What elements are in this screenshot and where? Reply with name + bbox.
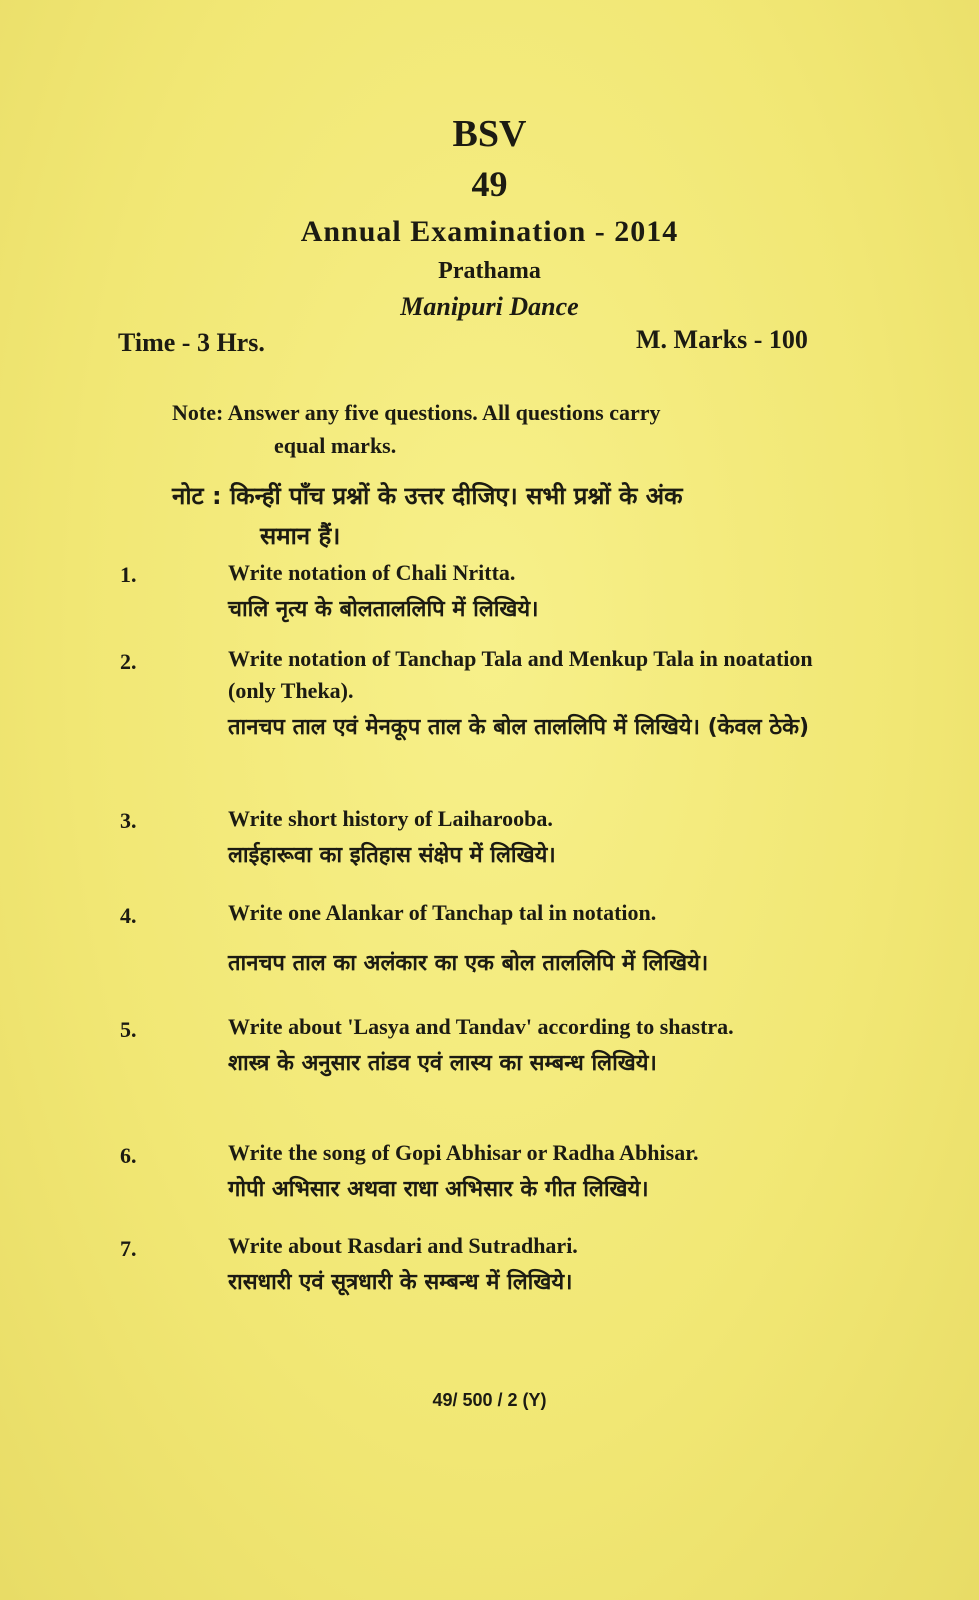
exam-level: Prathama bbox=[438, 258, 541, 284]
paper-number: 49 bbox=[471, 164, 508, 204]
question-hindi: तानचप ताल का अलंकार का एक बोल ताललिपि में लिखिये। bbox=[228, 951, 709, 976]
note-english bbox=[172, 396, 842, 462]
question-hindi: लाईहारूवा का इतिहास संक्षेप में लिखिये। bbox=[228, 843, 556, 868]
exam-subject: Manipuri Dance bbox=[400, 292, 579, 321]
note-english-line2: equal marks. bbox=[274, 433, 397, 458]
time-allowed: Time - 3 Hrs. bbox=[118, 328, 265, 357]
question-english: Write short history of Laiharooba. bbox=[228, 806, 553, 831]
question-3 bbox=[228, 803, 842, 875]
question-1 bbox=[228, 557, 842, 629]
exam-title: Annual Examination - 2014 bbox=[300, 215, 679, 248]
question-number: 3. bbox=[120, 808, 137, 833]
question-5 bbox=[228, 1011, 842, 1083]
question-number: 6. bbox=[120, 1143, 137, 1168]
question-hindi: रासधारी एवं सूत्रधारी के सम्बन्ध में लिखिये। bbox=[228, 1270, 573, 1295]
question-number: 2. bbox=[120, 649, 137, 674]
question-hindi: तानचप ताल एवं मेनकूप ताल के बोल ताललिपि में लिखिये। (केवल ठेके) bbox=[228, 715, 810, 740]
question-number: 7. bbox=[120, 1236, 137, 1261]
question-6 bbox=[228, 1137, 842, 1209]
question-spacer bbox=[228, 929, 842, 943]
note-hindi-line2: समान हैं। bbox=[260, 522, 341, 550]
max-marks: M. Marks - 100 bbox=[636, 325, 808, 354]
question-7 bbox=[228, 1230, 842, 1302]
question-number: 1. bbox=[120, 562, 137, 587]
question-english: Write about Rasdari and Sutradhari. bbox=[228, 1233, 578, 1258]
question-hindi: शास्त्र के अनुसार तांडव एवं लास्य का सम्बन्ध लिखिये। bbox=[228, 1051, 657, 1076]
question-hindi: चालि नृत्य के बोलताललिपि में लिखिये। bbox=[228, 597, 539, 622]
question-english: Write about 'Lasya and Tandav' according to shastra. bbox=[228, 1014, 734, 1039]
question-english: Write notation of Tanchap Tala and Menkup Tala in noatation (only Theka). bbox=[228, 646, 813, 703]
question-hindi: गोपी अभिसार अथवा राधा अभिसार के गीत लिखिये। bbox=[228, 1177, 649, 1202]
question-english: Write one Alankar of Tanchap tal in notation. bbox=[228, 900, 657, 925]
question-number: 5. bbox=[120, 1017, 137, 1042]
question-2 bbox=[228, 643, 842, 747]
note-hindi-line1: नोट : किन्हीं पाँच प्रश्नों के उत्तर दीजिए। सभी प्रश्नों के अंक bbox=[172, 482, 683, 510]
note-hindi bbox=[172, 476, 842, 556]
question-4 bbox=[228, 897, 842, 983]
paper-code: BSV bbox=[452, 113, 527, 155]
paper-footer-code: 49/ 500 / 2 (Y) bbox=[432, 1390, 547, 1410]
question-number: 4. bbox=[120, 903, 137, 928]
question-english: Write notation of Chali Nritta. bbox=[228, 560, 516, 585]
question-english: Write the song of Gopi Abhisar or Radha Abhisar. bbox=[228, 1140, 699, 1165]
note-english-line1: Note: Answer any five questions. All questions carry bbox=[172, 400, 661, 425]
